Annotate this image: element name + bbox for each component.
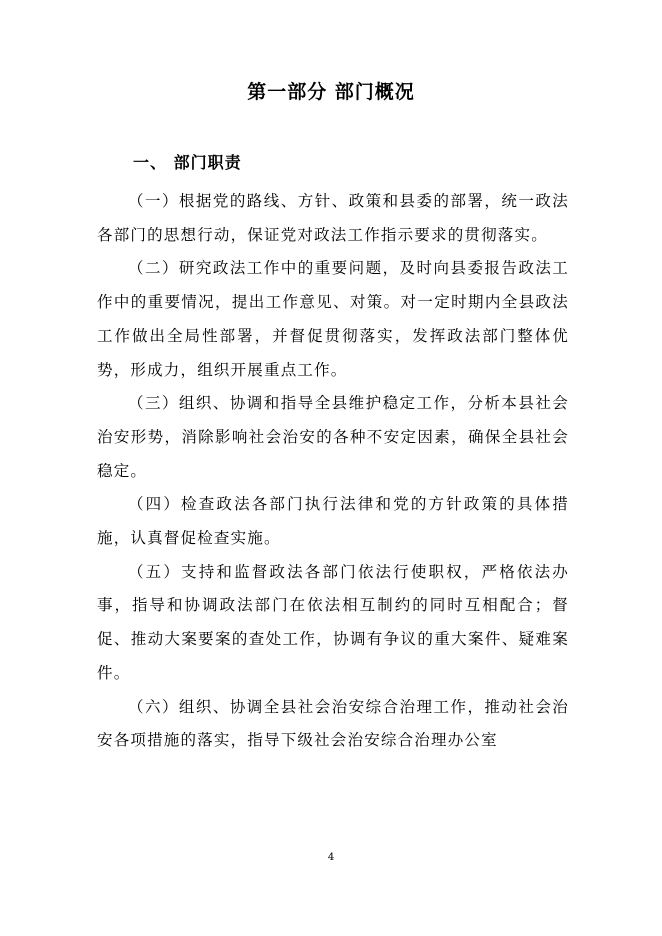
paragraph: （一）根据党的路线、方针、政策和县委的部署，统一政法各部门的思想行动，保证党对政法工作指示要求的贯彻落实。 xyxy=(97,192,569,244)
paragraph: （四）检查政法各部门执行法律和党的方针政策的具体措施，认真督促检查实施。 xyxy=(97,495,569,548)
section-heading: 一、 部门职责 xyxy=(133,153,242,172)
paragraph: （六）组织、协调全县社会治安综合治理工作，推动社会治安各项措施的落实，指导下级社会治安综合治理办公室 xyxy=(97,697,569,750)
paragraph: （五）支持和监督政法各部门依法行使职权，严格依法办事，指导和协调政法部门在依法相互制约的同时互相配合；督促、推动大案要案的查处工作，协调有争议的重大案件、疑难案件。 xyxy=(97,562,569,682)
body-text xyxy=(97,185,569,758)
page-title: 第一部分 部门概况 xyxy=(247,81,415,103)
paragraph: （三）组织、协调和指导全县维护稳定工作，分析本县社会治安形势，消除影响社会治安的各种不安定因素，确保全县社会稳定。 xyxy=(97,394,569,480)
paragraph: （二）研究政法工作中的重要问题，及时向县委报告政法工作中的重要情况，提出工作意见、对策。对一定时期内全县政法工作做出全局性部署，并督促贯彻落实，发挥政法部门整体优势，形成力，组织开展重点工作。 xyxy=(97,259,569,379)
page-number: 4 xyxy=(327,852,335,863)
